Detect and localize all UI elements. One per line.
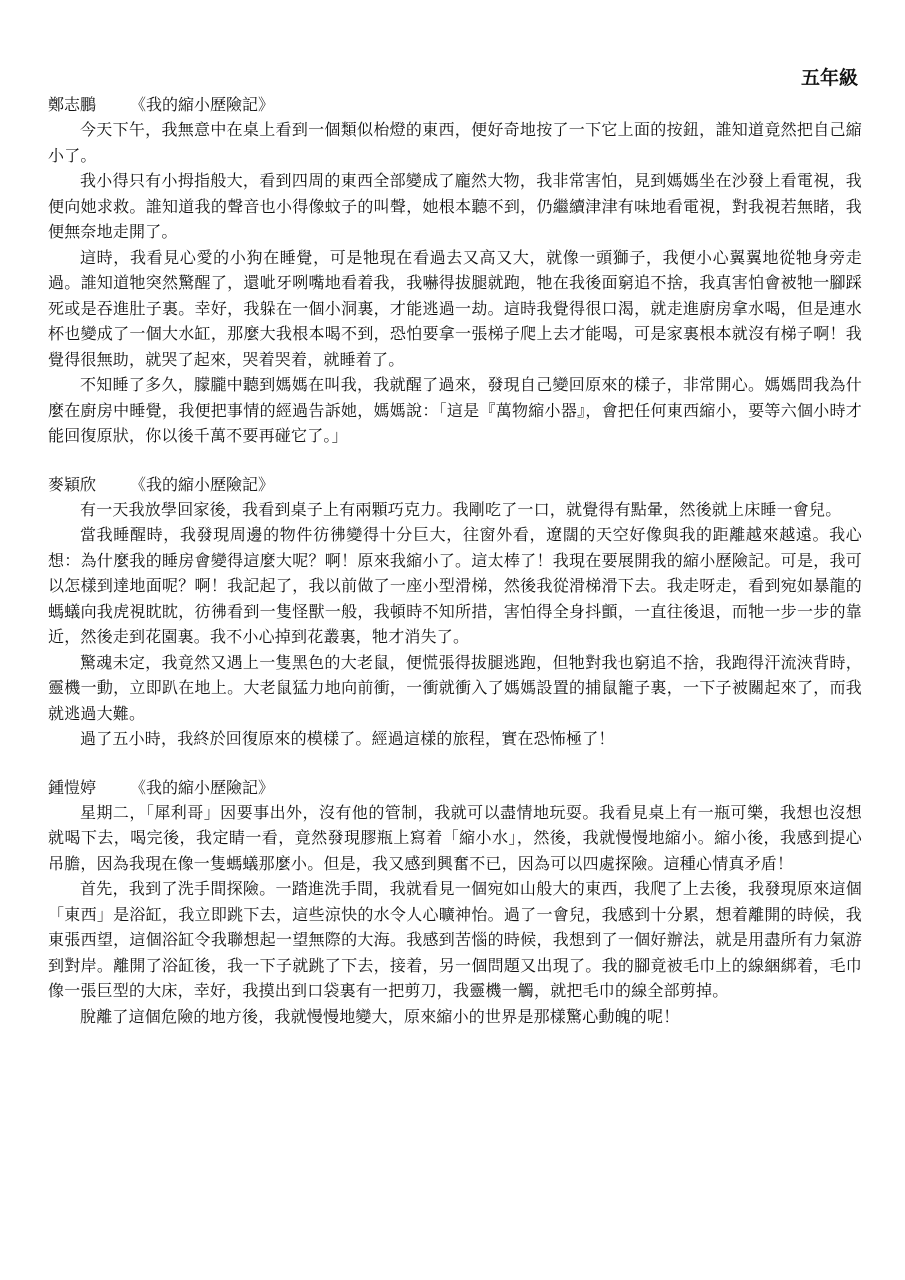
essay-header xyxy=(48,92,862,117)
essay-author: 鍾愷婷 xyxy=(48,777,97,797)
essay-paragraph: 我小得只有小拇指般大，看到四周的東西全部變成了龐然大物，我非常害怕，見到媽媽坐在沙發上看電視，我便向她求救。誰知道我的聲音也小得像蚊子的叫聲，她根本聽不到，仍繼續津津有味地看電視，對我視若無睹，我便無奈地走開了。 xyxy=(48,171,862,241)
essay-paragraph: 首先，我到了洗手間探險。一踏進洗手間，我就看見一個宛如山般大的東西，我爬了上去後，我發現原來這個「東西」是浴缸，我立即跳下去，這些涼快的水令人心曠神怡。過了一會兒，我感到十分累，想着離開的時候，我東張西望，這個浴缸令我聯想起一望無際的大海。我感到苦惱的時候，我想到了一個好辦法，就是用盡所有力氣游到對岸。離開了浴缸後，我一下子就跳了下去，接着，另一個問題又出現了。我的腳竟被毛巾上的線綑綁着，毛巾像一張巨型的大床，幸好，我摸出到口袋裏有一把剪刀，我靈機一觸，就把毛巾的線全部剪掉。 xyxy=(48,879,862,1000)
essay-author: 鄭志鵬 xyxy=(48,95,97,114)
essay-paragraph: 星期二，「犀利哥」因要事出外，沒有他的管制，我就可以盡情地玩耍。我看見桌上有一瓶可樂，我想也沒想就喝下去，喝完後，我定睛一看，竟然發現膠瓶上寫着「縮小水」，然後，我就慢慢地縮小。縮小後，我感到提心吊膽，因為我現在像一隻螞蟻那麼小。但是，我又感到興奮不已，因為可以四處探險。這種心情真矛盾！ xyxy=(48,802,862,873)
essay-paragraph: 有一天我放學回家後，我看到桌子上有兩顆巧克力。我剛吃了一口，就覺得有點暈，然後就上床睡一會兒。 xyxy=(80,499,842,519)
essay-paragraph: 驚魂未定，我竟然又遇上一隻黑色的大老鼠，便慌張得拔腿逃跑，但牠對我也窮追不捨，我跑得汗流浹背時，靈機一動，立即趴在地上。大老鼠猛力地向前衝，一衝就衝入了媽媽設置的捕鼠籠子裏，一下子被關起來了，而我就逃過大難。 xyxy=(48,652,862,723)
essay-header xyxy=(48,472,862,497)
essay-title: 《我的縮小歷險記》 xyxy=(130,474,275,494)
essay-list xyxy=(48,92,862,1052)
essay-title: 《我的縮小歷險記》 xyxy=(130,777,275,797)
essay-title: 《我的縮小歷險記》 xyxy=(130,95,275,114)
essay-paragraph: 不知睡了多久，朦朧中聽到媽媽在叫我，我就醒了過來，發現自己變回原來的樣子，非常開心。媽媽問我為什麼在廚房中睡覺，我便把事情的經過告訴她，媽媽說：「這是『萬物縮小器』，會把任何東西縮小，要等六個小時才能回復原狀，你以後千萬不要再碰它了。」 xyxy=(48,375,862,445)
essay xyxy=(48,775,862,1030)
essay-paragraph: 這時，我看見心愛的小狗在睡覺，可是牠現在看過去又高又大，就像一頭獅子，我便小心翼翼地從牠身旁走過。誰知道牠突然驚醒了，還呲牙咧嘴地看着我，我嚇得拔腿就跑，牠在我後面窮追不捨，我真害怕會被牠一腳踩死或是吞進肚子裏。幸好，我躲在一個小洞裏，才能逃過一劫。這時我覺得很口渴，就走進廚房拿水喝，但是連水杯也變成了一個大水缸，那麼大我根本喝不到，恐怕要拿一張梯子爬上去才能喝，可是家裏根本就沒有梯子啊！我覺得很無助，就哭了起來，哭着哭着，就睡着了。 xyxy=(48,247,862,369)
essay xyxy=(48,472,862,752)
essay-paragraph: 脫離了這個危險的地方後，我就慢慢地變大，原來縮小的世界是那樣驚心動魄的呢！ xyxy=(80,1006,680,1026)
essay-author: 麥穎欣 xyxy=(48,474,97,494)
essay-paragraph: 今天下午，我無意中在桌上看到一個類似枱燈的東西，便好奇地按了一下它上面的按鈕，誰知道竟然把自己縮小了。 xyxy=(48,120,862,165)
essay-paragraph: 當我睡醒時，我發現周邊的物件彷彿變得十分巨大，往窗外看，遼闊的天空好像與我的距離越來越遠。我心想：為什麼我的睡房會變得這麼大呢？啊！原來我縮小了。這太棒了！我現在要展開我的縮小歷險記。可是，我可以怎樣到達地面呢？啊！我記起了，我以前做了一座小型滑梯，然後我從滑梯滑下去。我走呀走，看到宛如暴龍的螞蟻向我虎視眈眈，彷彿看到一隻怪獸一般，我頓時不知所措，害怕得全身抖顫，一直往後退，而牠一步一步的靠近，然後走到花園裏。我不小心掉到花叢裏，牠才消失了。 xyxy=(48,525,862,646)
essay xyxy=(48,92,862,449)
essay-paragraph: 過了五小時，我終於回復原來的模樣了。經過這樣的旅程，實在恐怖極了！ xyxy=(80,729,615,748)
grade-label: 五年級 xyxy=(800,67,858,89)
essay-header xyxy=(48,775,862,800)
